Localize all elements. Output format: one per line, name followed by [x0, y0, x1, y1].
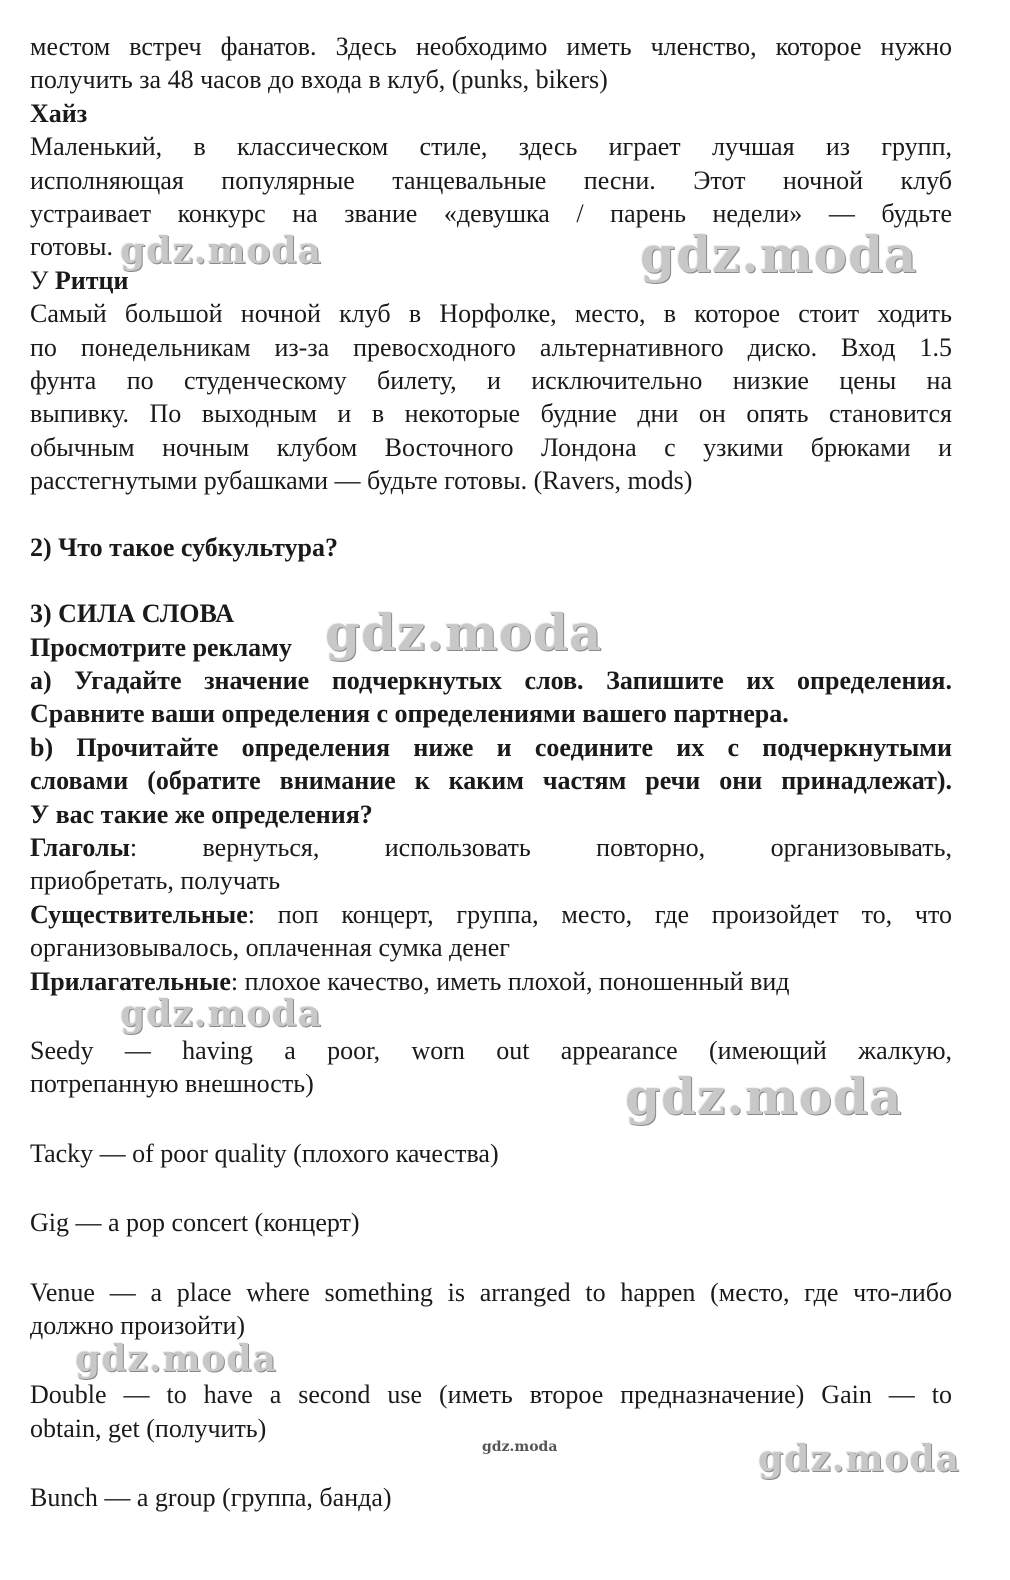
task-b-line: У вас такие же определения?: [30, 799, 373, 829]
spacer: [30, 1342, 952, 1378]
text-line: по понедельникам из-за превосходного альтернативного диско. Вход 1.5: [30, 332, 952, 362]
watermark: gdz.moda: [75, 1338, 277, 1380]
text-line: расстегнутыми рубашками — будьте готовы. (Ravers, mods): [30, 466, 693, 496]
spacer: [30, 564, 952, 597]
text-line: должно произойти): [30, 1311, 246, 1340]
text-line: устраивает конкурс на звание «девушка / парень недели» — будьте: [30, 199, 952, 229]
definition-double-gain: Double — to have a second use (иметь второе предназначение) Gain — to: [30, 1380, 952, 1410]
ritzy-prefix: У: [30, 265, 55, 295]
section-title: 3) СИЛА СЛОВА: [30, 599, 235, 629]
definition-tacky: Tacky — of poor quality (плохого качества): [30, 1138, 499, 1168]
watermark: gdz.moda: [482, 1439, 558, 1455]
text-line: obtain, get (получить): [30, 1413, 267, 1443]
watermark: gdz.moda: [120, 230, 322, 272]
spacer: [30, 1170, 952, 1206]
watermark: gdz.moda: [325, 603, 603, 662]
question-2: 2) Что такое субкультура?: [30, 532, 338, 562]
nouns-line: [30, 898, 952, 931]
watermark: gdz.moda: [120, 993, 322, 1035]
text-line: готовы.: [30, 232, 113, 262]
text-line: получить за 48 часов до входа в клуб, (punks, bikers): [30, 65, 608, 95]
document-page: [30, 30, 952, 1515]
text-line: фунта по студенческому билету, и исключительно низкие цены на: [30, 366, 952, 396]
task-b-line: словами (обратите внимание к каким частям речи они принадлежат).: [30, 766, 952, 796]
verbs-text: : вернуться, использовать повторно, организовывать,: [129, 832, 952, 862]
definition-venue: Venue — a place where something is arranged to happen (место, где что-либо: [30, 1277, 952, 1307]
spacer: [30, 1445, 952, 1481]
text-line: обычным ночным клубом Восточного Лондона с узкими брюками и: [30, 432, 952, 462]
task-b-line: b) Прочитайте определения ниже и соедините их с подчеркнутыми: [30, 732, 952, 762]
definition-bunch: Bunch — a group (группа, банда): [30, 1483, 392, 1513]
definition-gig: Gig — a pop concert (концерт): [30, 1208, 360, 1238]
text-line: исполняющая популярные танцевальные песни. Этот ночной клуб: [30, 165, 952, 195]
text-line: Маленький, в классическом стиле, здесь играет лучшая из групп,: [30, 132, 952, 162]
adjectives-label: Прилагательные: [30, 966, 231, 996]
text-line: местом встреч фанатов. Здесь необходимо иметь членство, которое нужно: [30, 32, 952, 61]
text-line: приобретать, получать: [30, 866, 281, 896]
club-heading-hayz: Хайз: [30, 98, 88, 128]
task-a-line: a) Угадайте значение подчеркнутых слов. Запишите их определения.: [30, 665, 952, 695]
text-line: потрепанную внешность): [30, 1069, 314, 1099]
club-heading-ritzy: [30, 264, 952, 297]
section-subtitle: Просмотрите рекламу: [30, 632, 292, 662]
spacer: [30, 998, 952, 1034]
ritzy-title: Ритци: [54, 265, 129, 295]
spacer: [30, 1240, 952, 1276]
watermark: gdz.moda: [758, 1438, 960, 1480]
adjectives-line: [30, 965, 952, 998]
spacer: [30, 1101, 952, 1137]
text-line: выпивку. По выходным и в некоторые будние дни он опять становится: [30, 399, 952, 429]
watermark: gdz.moda: [640, 225, 918, 284]
text-line: организовывалось, оплаченная сумка денег: [30, 933, 510, 963]
definition-seedy: Seedy — having a poor, worn out appearance (имеющий жалкую,: [30, 1035, 952, 1065]
verbs-line: [30, 831, 952, 864]
watermark: gdz.moda: [625, 1067, 903, 1126]
nouns-text: : поп концерт, группа, место, где произойдет то, что: [247, 899, 952, 929]
adjectives-text: : плохое качество, иметь плохой, поношенный вид: [230, 966, 790, 996]
text-line: Самый большой ночной клуб в Норфолке, место, в которое стоит ходить: [30, 299, 952, 329]
nouns-label: Существительные: [30, 899, 248, 929]
verbs-label: Глаголы: [30, 832, 130, 862]
spacer: [30, 498, 952, 531]
task-a-line: Сравните ваши определения с определениями вашего партнера.: [30, 699, 789, 729]
